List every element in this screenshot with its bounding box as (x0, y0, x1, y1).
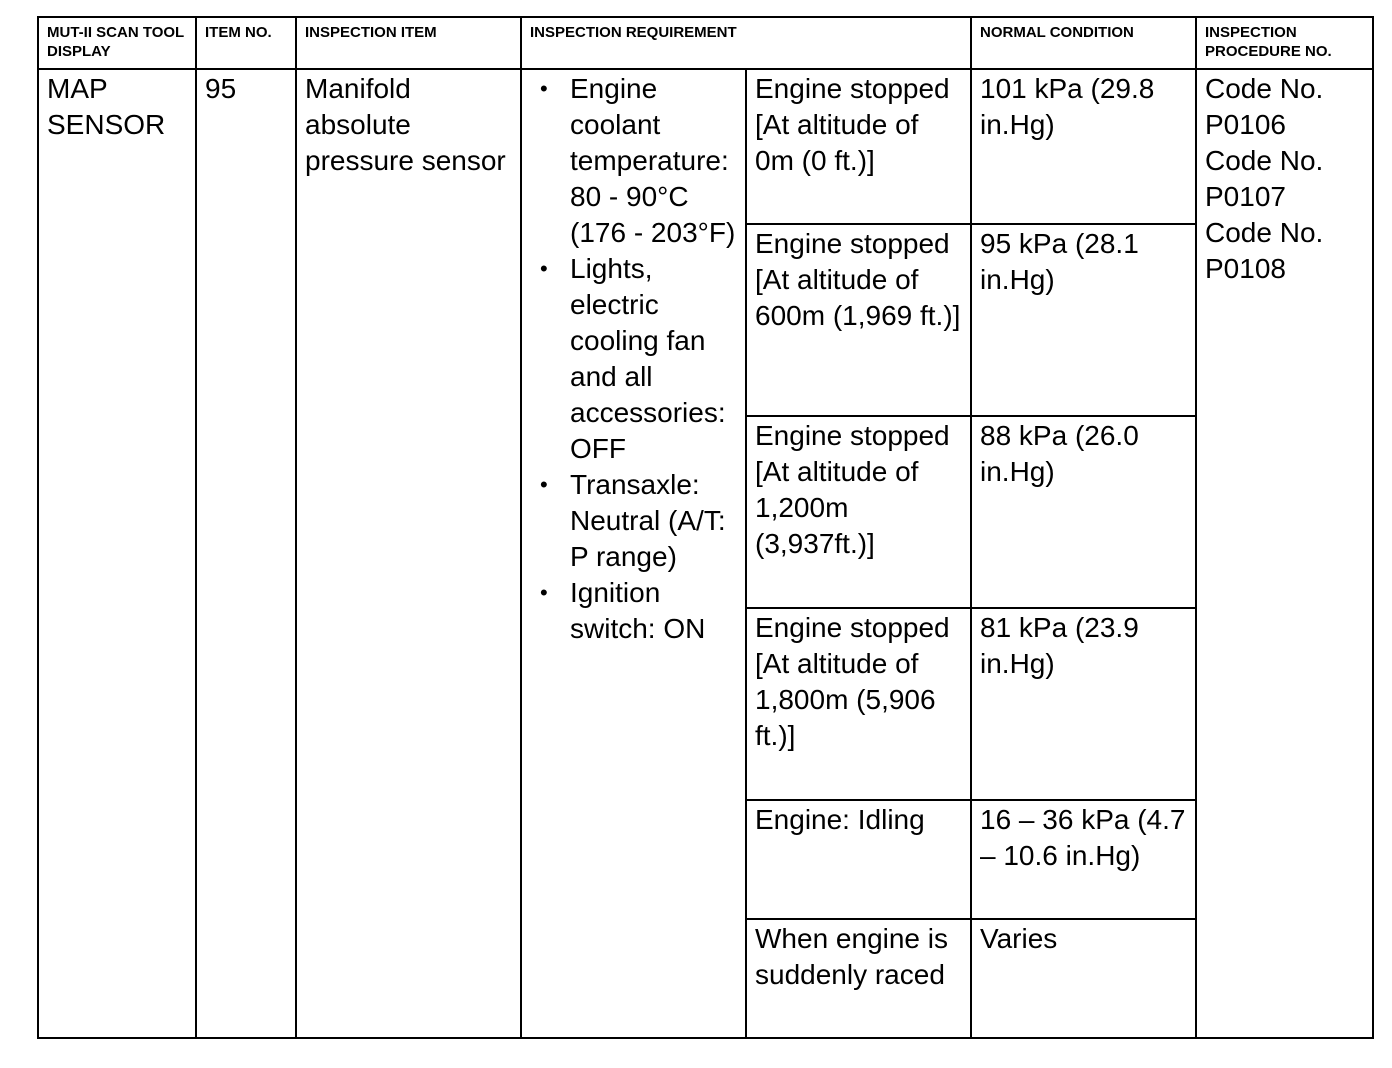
header-inspection-requirement: INSPECTION REQUIREMENT (521, 17, 971, 69)
list-item (530, 71, 737, 251)
procedure-code: Code No. P0107 (1205, 145, 1324, 212)
condition-normal: 81 kPa (23.9 in.Hg) (971, 608, 1196, 800)
cell-procedure-codes (1196, 69, 1373, 1038)
condition-state: Engine stopped [At altitude of 1,800m (5,906 ft.)] (746, 608, 971, 800)
requirement-text: Transaxle: Neutral (A/T: P range) (570, 469, 726, 572)
condition-normal: 95 kPa (28.1 in.Hg) (971, 224, 1196, 416)
list-item (530, 575, 737, 647)
table-row (38, 69, 1373, 224)
requirement-text: Lights, electric cooling fan and all accessories: OFF (570, 253, 726, 464)
condition-normal: 16 – 36 kPa (4.7 – 10.6 in.Hg) (971, 800, 1196, 919)
header-procedure-no: INSPECTION PROCEDURE NO. (1196, 17, 1373, 69)
condition-state: Engine stopped [At altitude of 0m (0 ft.)] (746, 69, 971, 224)
header-item-no: ITEM NO. (196, 17, 296, 69)
condition-state: Engine stopped [At altitude of 1,200m (3,937ft.)] (746, 416, 971, 608)
condition-normal: 88 kPa (26.0 in.Hg) (971, 416, 1196, 608)
header-row (38, 17, 1373, 69)
header-display: MUT-II SCAN TOOL DISPLAY (38, 17, 196, 69)
condition-state: Engine: Idling (746, 800, 971, 919)
list-item (530, 467, 737, 575)
header-normal-condition: NORMAL CONDITION (971, 17, 1196, 69)
condition-state: When engine is suddenly raced (746, 919, 971, 1038)
cell-display: MAP SENSOR (38, 69, 196, 1038)
inspection-table (37, 16, 1374, 1039)
requirement-text: Ignition switch: ON (570, 577, 706, 644)
cell-requirements (521, 69, 746, 1038)
bullet-icon: • (540, 472, 548, 497)
cell-inspection-item: Manifold absolute pressure sensor (296, 69, 521, 1038)
requirement-list (530, 71, 737, 647)
header-inspection-item: INSPECTION ITEM (296, 17, 521, 69)
cell-item-no: 95 (196, 69, 296, 1038)
list-item (530, 251, 737, 467)
procedure-code: Code No. P0106 (1205, 73, 1324, 140)
bullet-icon: • (540, 256, 548, 281)
bullet-icon: • (540, 76, 548, 101)
condition-state: Engine stopped [At altitude of 600m (1,969 ft.)] (746, 224, 971, 416)
procedure-code: Code No. P0108 (1205, 217, 1324, 284)
condition-normal: Varies (971, 919, 1196, 1038)
requirement-text: Engine coolant temperature: 80 - 90°C (176 - 203°F) (570, 73, 736, 248)
condition-normal: 101 kPa (29.8 in.Hg) (971, 69, 1196, 224)
bullet-icon: • (540, 580, 548, 605)
